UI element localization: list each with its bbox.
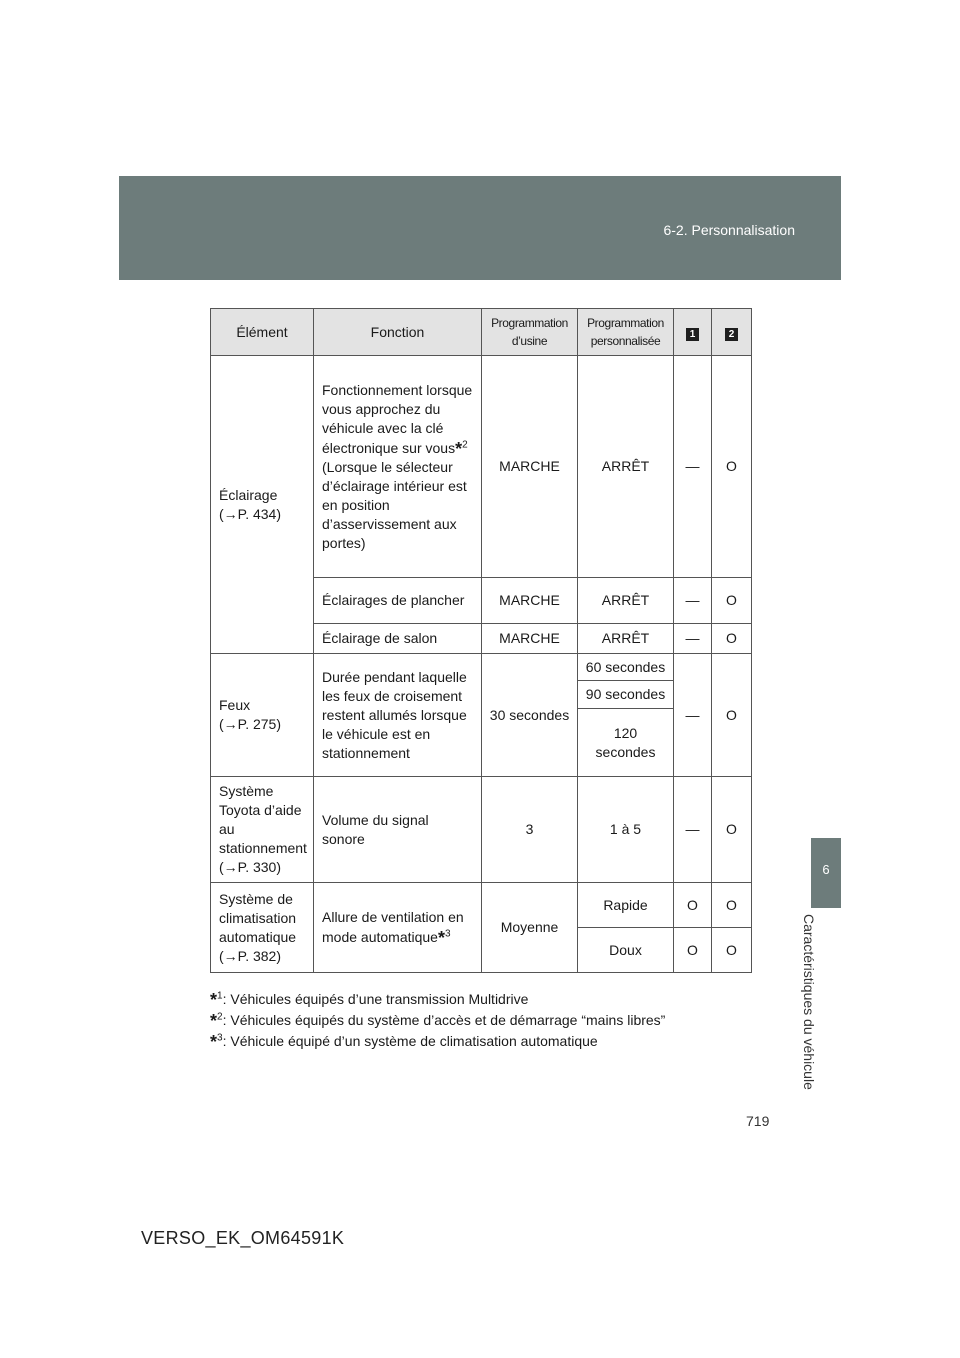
chapter-title: Caractéristiques du véhicule (801, 914, 817, 1090)
function-cell: Éclairage de salon (314, 624, 482, 654)
custom-cell: ARRÊT (578, 356, 674, 578)
header-col1 (674, 309, 712, 356)
factory-cell: MARCHE (482, 578, 578, 624)
header-custom: Programmation personnalisée (578, 309, 674, 356)
col1-cell: — (674, 578, 712, 624)
col2-cell: O (712, 654, 752, 777)
custom-cell: 60 secondes (578, 654, 674, 681)
element-cell: Feux (→P. 275) (211, 654, 314, 777)
header-factory: Programmation d’usine (482, 309, 578, 356)
col1-cell: O (674, 883, 712, 928)
col1-cell: O (674, 928, 712, 973)
table-row (211, 356, 752, 578)
page-number: 719 (746, 1113, 770, 1129)
factory-cell: Moyenne (482, 883, 578, 973)
footnote: *$^1$: Véhicules équipés d’une transmission Multidrive (210, 990, 529, 1010)
col2-cell: O (712, 777, 752, 883)
table-header-row (211, 309, 752, 356)
col1-badge: 1 (686, 328, 699, 341)
element-cell: Éclairage (→P. 434) (211, 356, 314, 654)
function-cell: Durée pendant laquelle les feux de croisement restent allumés lorsque le véhicule est en stationnement (314, 654, 482, 777)
document-code: VERSO_EK_OM64591K (141, 1228, 345, 1248)
customization-table (210, 308, 752, 973)
function-cell: Volume du signal sonore (314, 777, 482, 883)
element-cell: Système de climatisation automatique (→P. 382) (211, 883, 314, 973)
custom-cell: ARRÊT (578, 578, 674, 624)
header-bar (119, 176, 841, 280)
custom-cell: ARRÊT (578, 624, 674, 654)
factory-cell: MARCHE (482, 356, 578, 578)
custom-cell: 120 secondes (578, 709, 674, 777)
section-title: 6-2. Personnalisation (663, 222, 795, 238)
col2-cell: O (712, 883, 752, 928)
col1-cell: — (674, 777, 712, 883)
col2-cell: O (712, 928, 752, 973)
chapter-tab (811, 838, 841, 908)
element-cell: Système Toyota d’aide au stationnement (→P. 330) (211, 777, 314, 883)
table-row (211, 654, 752, 681)
table-row (211, 883, 752, 928)
footnote: *$^3$: Véhicule équipé d’un système de climatisation automatique (210, 1032, 598, 1052)
header-element: Élément (211, 309, 314, 356)
function-cell: Éclairages de plancher (314, 578, 482, 624)
table-row (211, 777, 752, 883)
col2-cell: O (712, 356, 752, 578)
chapter-title-vertical (801, 914, 823, 1098)
header-col2 (712, 309, 752, 356)
col1-cell: — (674, 624, 712, 654)
col2-cell: O (712, 578, 752, 624)
custom-cell: Rapide (578, 883, 674, 928)
factory-cell: MARCHE (482, 624, 578, 654)
footnotes (210, 988, 665, 1051)
factory-cell: 3 (482, 777, 578, 883)
col1-cell: — (674, 654, 712, 777)
function-cell: Fonctionnement lorsque vous approchez du véhicule avec la clé électronique sur vous*$^2$ (Lorsque le sélecteur d’éclairage intérieur est en position d’asservissement aux portes) (314, 356, 482, 578)
col2-cell: O (712, 624, 752, 654)
footnote: *$^2$: Véhicules équipés du système d’accès et de démarrage “mains libres” (210, 1011, 666, 1031)
chapter-number: 6 (822, 862, 830, 877)
custom-cell: 90 secondes (578, 681, 674, 709)
header-function: Fonction (314, 309, 482, 356)
col2-badge: 2 (725, 328, 738, 341)
function-cell: Allure de ventilation en mode automatique*$^3$ (314, 883, 482, 973)
custom-cell: 1 à 5 (578, 777, 674, 883)
col1-cell: — (674, 356, 712, 578)
custom-cell: Doux (578, 928, 674, 973)
factory-cell: 30 secondes (482, 654, 578, 777)
